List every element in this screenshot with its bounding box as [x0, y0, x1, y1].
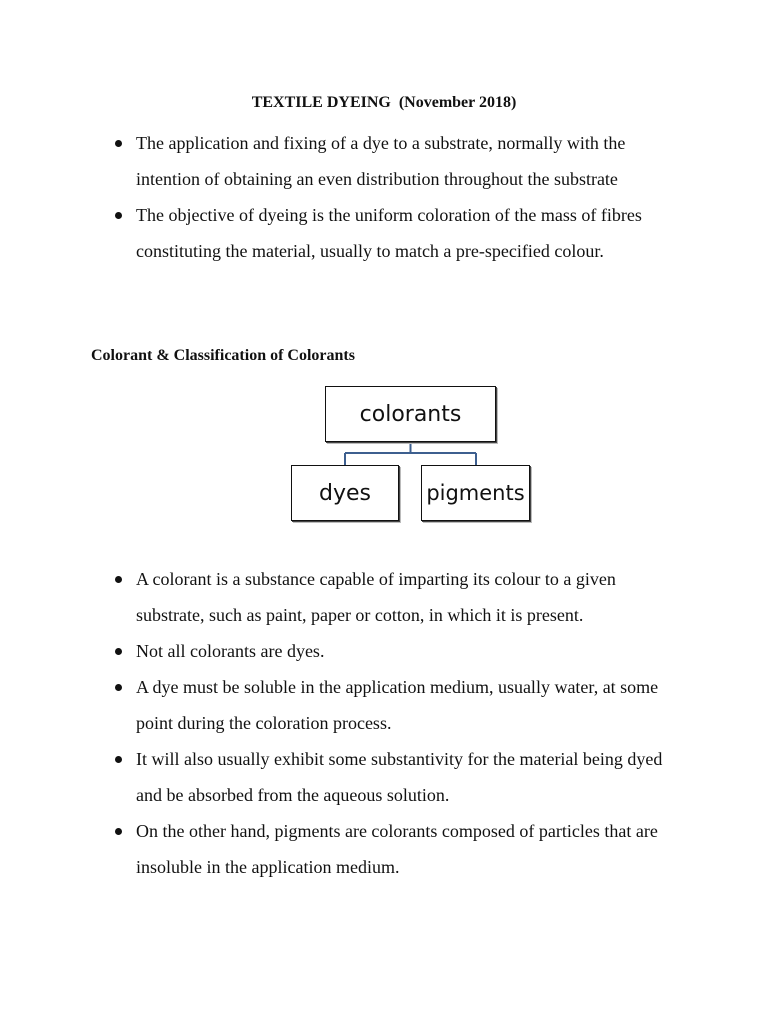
- intro-bullet-list: [108, 125, 683, 269]
- section-heading: Colorant & Classification of Colorants: [91, 347, 355, 364]
- diagram-node-pigments: pigments: [421, 465, 530, 521]
- list-item: [108, 813, 683, 885]
- list-item-text: Not all colorants are dyes.: [136, 641, 325, 661]
- list-item: [108, 741, 683, 813]
- bullet-icon: [115, 756, 122, 763]
- detail-bullet-list: [108, 561, 683, 885]
- list-item-text: A colorant is a substance capable of imparting its colour to a given substrate, such as paint, paper or cotton, in which it is present.: [136, 569, 616, 625]
- list-item: [108, 633, 683, 669]
- list-item: [108, 669, 683, 741]
- list-item-text: The application and fixing of a dye to a substrate, normally with the intention of obtaining an even distribution throughout the substrate: [136, 133, 626, 189]
- list-item-text: On the other hand, pigments are colorants composed of particles that are insoluble in the application medium.: [136, 821, 658, 877]
- diagram-node-colorants: colorants: [325, 386, 496, 442]
- list-item: [108, 197, 683, 269]
- list-item-text: The objective of dyeing is the uniform coloration of the mass of fibres constituting the material, usually to match a pre-specified colour.: [136, 205, 642, 261]
- list-item: [108, 561, 683, 633]
- bullet-icon: [115, 576, 122, 583]
- bullet-icon: [115, 684, 122, 691]
- list-item-text: A dye must be soluble in the application medium, usually water, at some point during the coloration process.: [136, 677, 659, 733]
- bullet-icon: [115, 212, 122, 219]
- bullet-icon: [115, 140, 122, 147]
- bullet-icon: [115, 648, 122, 655]
- list-item: [108, 125, 683, 197]
- list-item-text: It will also usually exhibit some substantivity for the material being dyed and be absorbed from the aqueous solution.: [136, 749, 663, 805]
- page-title: TEXTILE DYEING (November 2018): [251, 94, 517, 111]
- diagram-node-dyes: dyes: [291, 465, 399, 521]
- bullet-icon: [115, 828, 122, 835]
